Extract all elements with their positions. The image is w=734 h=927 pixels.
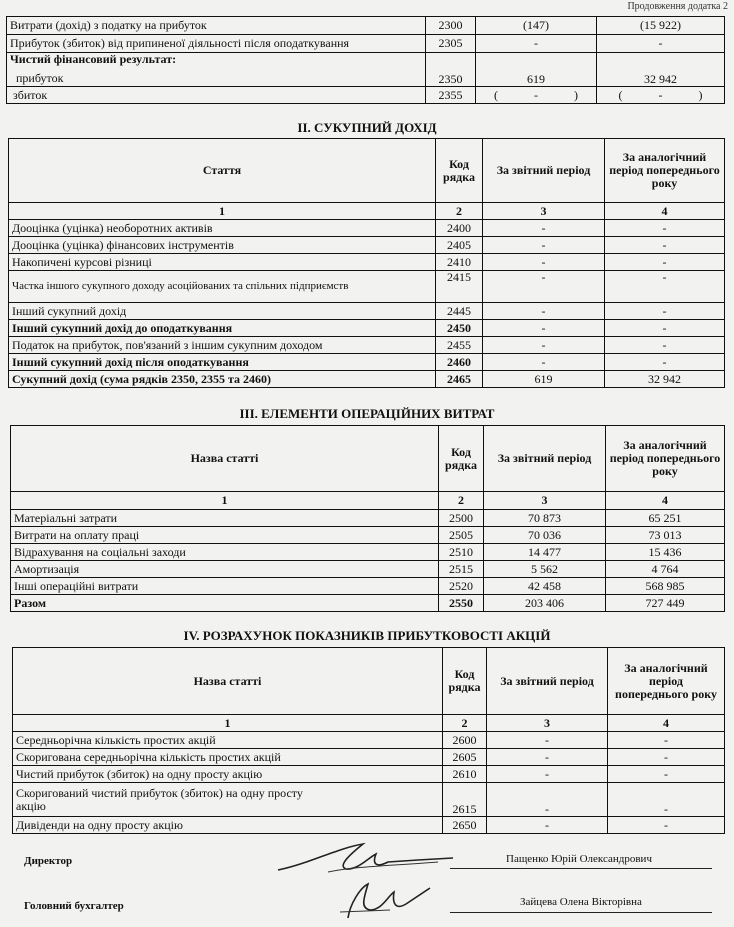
col-number: 3 xyxy=(483,203,605,220)
row-previous: - xyxy=(608,749,725,766)
section-title: ІІ. СУКУПНИЙ ДОХІД xyxy=(297,120,437,135)
row-code: 2615 xyxy=(443,783,487,817)
row-name: Разом xyxy=(11,595,439,612)
table-row xyxy=(7,53,725,87)
row-current: - xyxy=(483,303,605,320)
row-code: 2410 xyxy=(436,254,483,271)
net-result-heading: Чистий фінансовий результат: xyxy=(10,52,177,66)
col-header: Назва статті xyxy=(11,426,439,492)
row-previous: 65 251 xyxy=(606,510,725,527)
profit-label: прибуток xyxy=(16,71,64,85)
row-name: Сукупний дохід (сума рядків 2350, 2355 та 2460) xyxy=(9,371,436,388)
row-name: Частка іншого сукупного доходу асоційованих та спільних підприємств xyxy=(9,271,436,303)
row-current: - xyxy=(483,320,605,337)
row-code: 2500 xyxy=(439,510,484,527)
row-current: - xyxy=(487,817,608,834)
table-row xyxy=(9,271,725,303)
col-header: За звітний період xyxy=(483,139,605,203)
row-name: Накопичені курсові різниці xyxy=(9,254,436,271)
section-title: IV. РОЗРАХУНОК ПОКАЗНИКІВ ПРИБУТКОВОСТІ АКЦІЙ xyxy=(183,628,551,643)
row-previous: 73 013 xyxy=(606,527,725,544)
row-current: 70 873 xyxy=(484,510,606,527)
row-name: Витрати на оплату праці xyxy=(11,527,439,544)
row-code: 2455 xyxy=(436,337,483,354)
header-row xyxy=(13,648,725,715)
row-code: 2520 xyxy=(439,578,484,595)
row-code: 2515 xyxy=(439,561,484,578)
row-name: Інший сукупний дохід до оподаткування xyxy=(9,320,436,337)
row-name: Матеріальні затрати xyxy=(11,510,439,527)
row-name: Інші операційні витрати xyxy=(11,578,439,595)
row-name: Скоригована середньорічна кількість простих акцій xyxy=(13,749,443,766)
col-number: 3 xyxy=(484,492,606,510)
row-current: - xyxy=(487,749,608,766)
table-row xyxy=(11,595,725,612)
table-row xyxy=(9,254,725,271)
row-previous: - xyxy=(605,271,725,303)
row-previous: - xyxy=(605,303,725,320)
table-row xyxy=(9,303,725,320)
row-current: - xyxy=(483,271,605,303)
table-row xyxy=(9,237,725,254)
col-header: За звітний період xyxy=(487,648,608,715)
row-name: Відрахування на соціальні заходи xyxy=(11,544,439,561)
table-row xyxy=(11,561,725,578)
row-code: 2305 xyxy=(426,35,476,53)
row-previous: 568 985 xyxy=(606,578,725,595)
row-previous: - xyxy=(608,783,725,817)
row-name: Дивіденди на одну просту акцію xyxy=(13,817,443,834)
row-name: Витрати (дохід) з податку на прибуток xyxy=(7,17,426,35)
operating-expenses-table xyxy=(10,425,725,612)
row-code: 2510 xyxy=(439,544,484,561)
table-row xyxy=(13,766,725,783)
table-row xyxy=(9,320,725,337)
row-current: - xyxy=(487,783,608,817)
row-previous: - xyxy=(605,337,725,354)
col-number: 4 xyxy=(605,203,725,220)
row-current: - xyxy=(476,35,597,53)
row-name: Податок на прибуток, пов'язаний з іншим сукупним доходом xyxy=(9,337,436,354)
row-code: 2355 xyxy=(426,87,476,104)
accountant-name: Зайцева Олена Вікторівна xyxy=(520,896,642,908)
col-number: 2 xyxy=(443,715,487,732)
row-code: 2445 xyxy=(436,303,483,320)
row-name xyxy=(7,53,426,87)
row-code: 2405 xyxy=(436,237,483,254)
row-code: 2505 xyxy=(439,527,484,544)
row-current: ( - ) xyxy=(476,87,597,104)
table-row xyxy=(9,371,725,388)
row-current: - xyxy=(483,354,605,371)
row-previous: 32 942 xyxy=(597,53,725,87)
row-current: 42 458 xyxy=(484,578,606,595)
header-row xyxy=(11,426,725,492)
top-results-table xyxy=(6,16,725,104)
row-name: Прибуток (збиток) від припиненої діяльності після оподаткування xyxy=(7,35,426,53)
row-previous: - xyxy=(597,35,725,53)
table-row xyxy=(11,578,725,595)
row-current: 70 036 xyxy=(484,527,606,544)
row-previous: - xyxy=(605,254,725,271)
share-profitability-table xyxy=(12,647,725,834)
row-name: Середньорічна кількість простих акцій xyxy=(13,732,443,749)
accountant-signature-line xyxy=(450,912,712,913)
row-previous: - xyxy=(608,817,725,834)
director-label: Директор xyxy=(24,855,73,867)
row-previous: 32 942 xyxy=(605,371,725,388)
number-row xyxy=(11,492,725,510)
row-code: 2350 xyxy=(426,53,476,87)
row-previous: 727 449 xyxy=(606,595,725,612)
row-previous: - xyxy=(605,237,725,254)
row-code: 2450 xyxy=(436,320,483,337)
row-current: 203 406 xyxy=(484,595,606,612)
row-previous: - xyxy=(605,220,725,237)
row-previous: - xyxy=(605,320,725,337)
row-previous: ( - ) xyxy=(597,87,725,104)
row-current: - xyxy=(483,254,605,271)
row-code: 2300 xyxy=(426,17,476,35)
section-title: ІІІ. ЕЛЕМЕНТИ ОПЕРАЦІЙНИХ ВИТРАТ xyxy=(239,406,495,421)
row-current: - xyxy=(487,732,608,749)
accountant-label: Головний бухгалтер xyxy=(24,900,124,912)
director-signature xyxy=(268,836,458,876)
row-previous: 15 436 xyxy=(606,544,725,561)
col-header: Назва статті xyxy=(13,648,443,715)
director-signature-line xyxy=(450,868,712,869)
col-number: 2 xyxy=(439,492,484,510)
table-row xyxy=(11,527,725,544)
row-code: 2460 xyxy=(436,354,483,371)
col-header: Стаття xyxy=(9,139,436,203)
number-row xyxy=(13,715,725,732)
row-name: Інший сукупний дохід xyxy=(9,303,436,320)
row-current: - xyxy=(487,766,608,783)
table-row xyxy=(7,35,725,53)
row-previous: (15 922) xyxy=(597,17,725,35)
row-code: 2600 xyxy=(443,732,487,749)
row-current: - xyxy=(483,237,605,254)
row-code: 2610 xyxy=(443,766,487,783)
row-current: - xyxy=(483,220,605,237)
row-current: 5 562 xyxy=(484,561,606,578)
table-row xyxy=(13,732,725,749)
table-row xyxy=(13,817,725,834)
row-previous: - xyxy=(608,766,725,783)
row-previous: 4 764 xyxy=(606,561,725,578)
row-code: 2650 xyxy=(443,817,487,834)
row-name: Скоригований чистий прибуток (збиток) на одну просту акцію xyxy=(13,783,443,817)
table-row xyxy=(13,783,725,817)
header-note: Продовження додатка 2 xyxy=(627,1,728,12)
row-previous: - xyxy=(605,354,725,371)
accountant-signature xyxy=(330,874,440,924)
table-row xyxy=(11,544,725,561)
col-number: 4 xyxy=(606,492,725,510)
row-name: збиток xyxy=(7,87,426,104)
col-number: 1 xyxy=(9,203,436,220)
table-row xyxy=(9,220,725,237)
row-name: Чистий прибуток (збиток) на одну просту акцію xyxy=(13,766,443,783)
col-number: 1 xyxy=(11,492,439,510)
col-number: 1 xyxy=(13,715,443,732)
col-number: 2 xyxy=(436,203,483,220)
row-name: Інший сукупний дохід після оподаткування xyxy=(9,354,436,371)
row-name: Дооцінка (уцінка) фінансових інструментів xyxy=(9,237,436,254)
col-number: 3 xyxy=(487,715,608,732)
row-current: 14 477 xyxy=(484,544,606,561)
row-name: Амортизація xyxy=(11,561,439,578)
director-name: Пащенко Юрій Олександрович xyxy=(506,853,652,865)
table-row xyxy=(7,17,725,35)
col-header: За звітний період xyxy=(484,426,606,492)
row-current: - xyxy=(483,337,605,354)
row-code: 2550 xyxy=(439,595,484,612)
row-current: 619 xyxy=(483,371,605,388)
col-header: За аналогічний період попереднього року xyxy=(605,139,725,203)
row-code: 2465 xyxy=(436,371,483,388)
row-current: 619 xyxy=(476,53,597,87)
col-header: Код рядка xyxy=(443,648,487,715)
table-row xyxy=(13,749,725,766)
col-header: За аналогічний період попереднього року xyxy=(606,426,725,492)
table-row xyxy=(9,354,725,371)
comprehensive-income-table xyxy=(8,138,725,388)
col-header: За аналогічний період попереднього року xyxy=(608,648,725,715)
col-number: 4 xyxy=(608,715,725,732)
col-header: Код рядка xyxy=(436,139,483,203)
number-row xyxy=(9,203,725,220)
table-row xyxy=(11,510,725,527)
row-current: (147) xyxy=(476,17,597,35)
table-row xyxy=(7,87,725,104)
row-code: 2400 xyxy=(436,220,483,237)
header-row xyxy=(9,139,725,203)
col-header: Код рядка xyxy=(439,426,484,492)
row-name: Дооцінка (уцінка) необоротних активів xyxy=(9,220,436,237)
row-previous: - xyxy=(608,732,725,749)
row-code: 2605 xyxy=(443,749,487,766)
row-code: 2415 xyxy=(436,271,483,303)
table-row xyxy=(9,337,725,354)
